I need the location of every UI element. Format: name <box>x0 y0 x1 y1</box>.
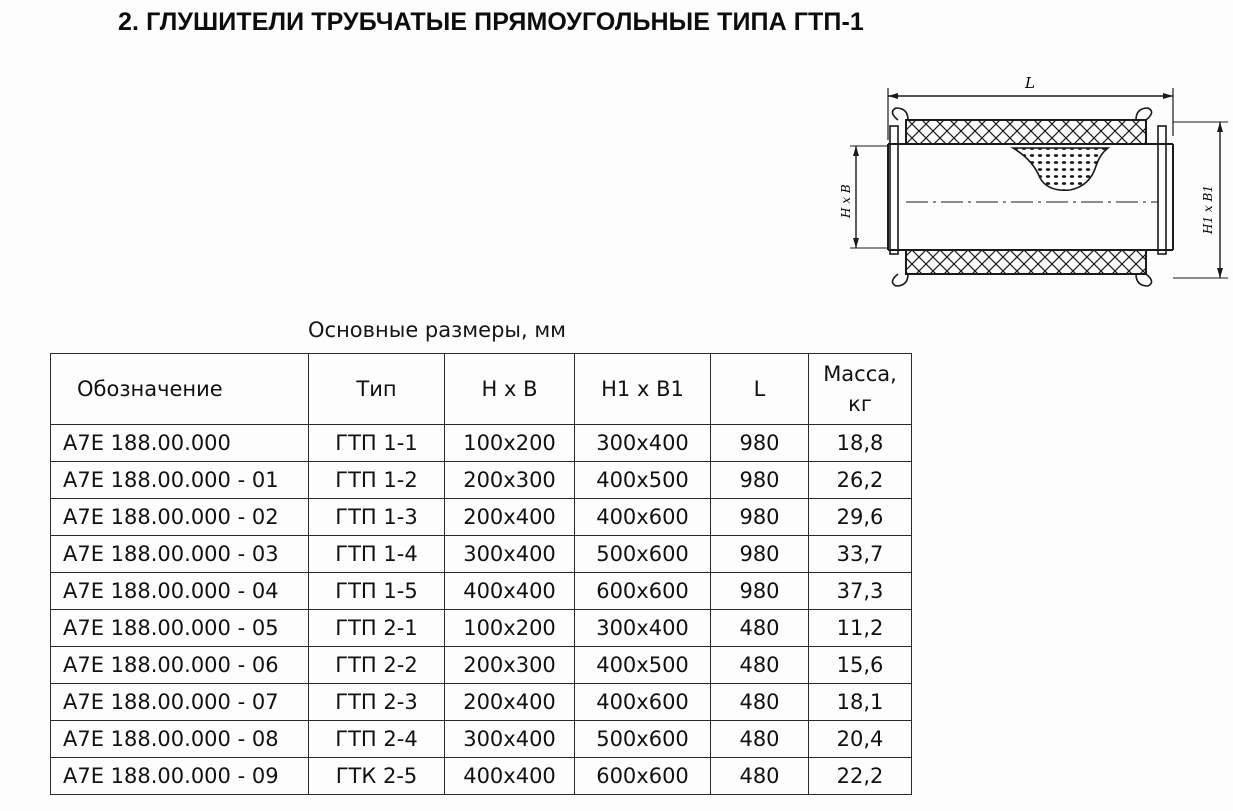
cell-h1b1: 400x600 <box>575 499 711 536</box>
cell-code: А7Е 188.00.000 - 08 <box>51 721 309 758</box>
cell-mass: 20,4 <box>809 721 912 758</box>
cell-h1b1: 400x500 <box>575 647 711 684</box>
cell-code: А7Е 188.00.000 - 07 <box>51 684 309 721</box>
cell-hb: 300x400 <box>445 721 575 758</box>
page-title: 2. ГЛУШИТЕЛИ ТРУБЧАТЫЕ ПРЯМОУГОЛЬНЫЕ ТИПА ГТП-1 <box>118 8 864 36</box>
cell-type: ГТП 2-4 <box>309 721 445 758</box>
cell-mass: 26,2 <box>809 462 912 499</box>
cell-type: ГТП 1-2 <box>309 462 445 499</box>
cell-mass: 18,1 <box>809 684 912 721</box>
cell-l: 480 <box>711 721 809 758</box>
cell-h1b1: 400x500 <box>575 462 711 499</box>
cell-l: 980 <box>711 536 809 573</box>
cell-hb: 200x400 <box>445 684 575 721</box>
cell-code: А7Е 188.00.000 - 09 <box>51 758 309 795</box>
table-row <box>51 684 912 721</box>
cell-hb: 200x400 <box>445 499 575 536</box>
bottom-insulation <box>906 250 1146 274</box>
cell-type: ГТП 2-3 <box>309 684 445 721</box>
cell-code: А7Е 188.00.000 - 01 <box>51 462 309 499</box>
cell-mass: 29,6 <box>809 499 912 536</box>
cell-type: ГТП 2-2 <box>309 647 445 684</box>
table-row <box>51 425 912 462</box>
table-row <box>51 573 912 610</box>
cell-l: 480 <box>711 758 809 795</box>
silencer-drawing <box>828 68 1233 300</box>
header-mass-line2: кг <box>848 392 872 416</box>
cell-h1b1: 300x400 <box>575 610 711 647</box>
cell-type: ГТП 2-1 <box>309 610 445 647</box>
outer-size-label: H1 x B1 <box>1201 185 1215 234</box>
cell-code: А7Е 188.00.000 - 02 <box>51 499 309 536</box>
cell-mass: 37,3 <box>809 573 912 610</box>
cell-type: ГТК 2-5 <box>309 758 445 795</box>
table-caption: Основные размеры, мм <box>308 318 567 342</box>
length-label: L <box>1025 74 1035 92</box>
cell-type: ГТП 1-4 <box>309 536 445 573</box>
table-row <box>51 721 912 758</box>
header-mass <box>809 354 912 425</box>
cell-h1b1: 500x600 <box>575 536 711 573</box>
header-hb: H x B <box>445 354 575 425</box>
header-mass-line1: Масса, <box>823 362 897 386</box>
cell-hb: 300x400 <box>445 536 575 573</box>
cell-l: 480 <box>711 647 809 684</box>
cell-h1b1: 600x600 <box>575 573 711 610</box>
cell-mass: 11,2 <box>809 610 912 647</box>
cell-type: ГТП 1-1 <box>309 425 445 462</box>
table-row <box>51 758 912 795</box>
cell-code: А7Е 188.00.000 - 06 <box>51 647 309 684</box>
cell-type: ГТП 1-3 <box>309 499 445 536</box>
cell-l: 480 <box>711 610 809 647</box>
cell-hb: 100x200 <box>445 425 575 462</box>
cell-h1b1: 600x600 <box>575 758 711 795</box>
header-type: Тип <box>309 354 445 425</box>
cell-hb: 100x200 <box>445 610 575 647</box>
cell-l: 980 <box>711 425 809 462</box>
cell-code: А7Е 188.00.000 <box>51 425 309 462</box>
table-row <box>51 536 912 573</box>
table-row <box>51 647 912 684</box>
cell-l: 480 <box>711 684 809 721</box>
cell-hb: 400x400 <box>445 573 575 610</box>
cell-mass: 15,6 <box>809 647 912 684</box>
cell-hb: 200x300 <box>445 462 575 499</box>
header-h1b1: H1 x B1 <box>575 354 711 425</box>
cell-hb: 400x400 <box>445 758 575 795</box>
cell-hb: 200x300 <box>445 647 575 684</box>
dimensions-table <box>50 353 912 795</box>
top-insulation <box>906 120 1146 144</box>
inner-size-label: H x B <box>839 184 853 218</box>
header-code: Обозначение <box>51 354 309 425</box>
cell-l: 980 <box>711 499 809 536</box>
cell-mass: 33,7 <box>809 536 912 573</box>
cell-mass: 22,2 <box>809 758 912 795</box>
table-row <box>51 462 912 499</box>
header-l: L <box>711 354 809 425</box>
cell-code: А7Е 188.00.000 - 05 <box>51 610 309 647</box>
table-row <box>51 499 912 536</box>
cutaway-section <box>1013 148 1108 190</box>
cell-h1b1: 300x400 <box>575 425 711 462</box>
table-row <box>51 610 912 647</box>
cell-l: 980 <box>711 462 809 499</box>
cell-h1b1: 400x600 <box>575 684 711 721</box>
table-header-row <box>51 354 912 425</box>
cell-code: А7Е 188.00.000 - 04 <box>51 573 309 610</box>
cell-code: А7Е 188.00.000 - 03 <box>51 536 309 573</box>
cell-h1b1: 500x600 <box>575 721 711 758</box>
cell-type: ГТП 1-5 <box>309 573 445 610</box>
cell-l: 980 <box>711 573 809 610</box>
cell-mass: 18,8 <box>809 425 912 462</box>
